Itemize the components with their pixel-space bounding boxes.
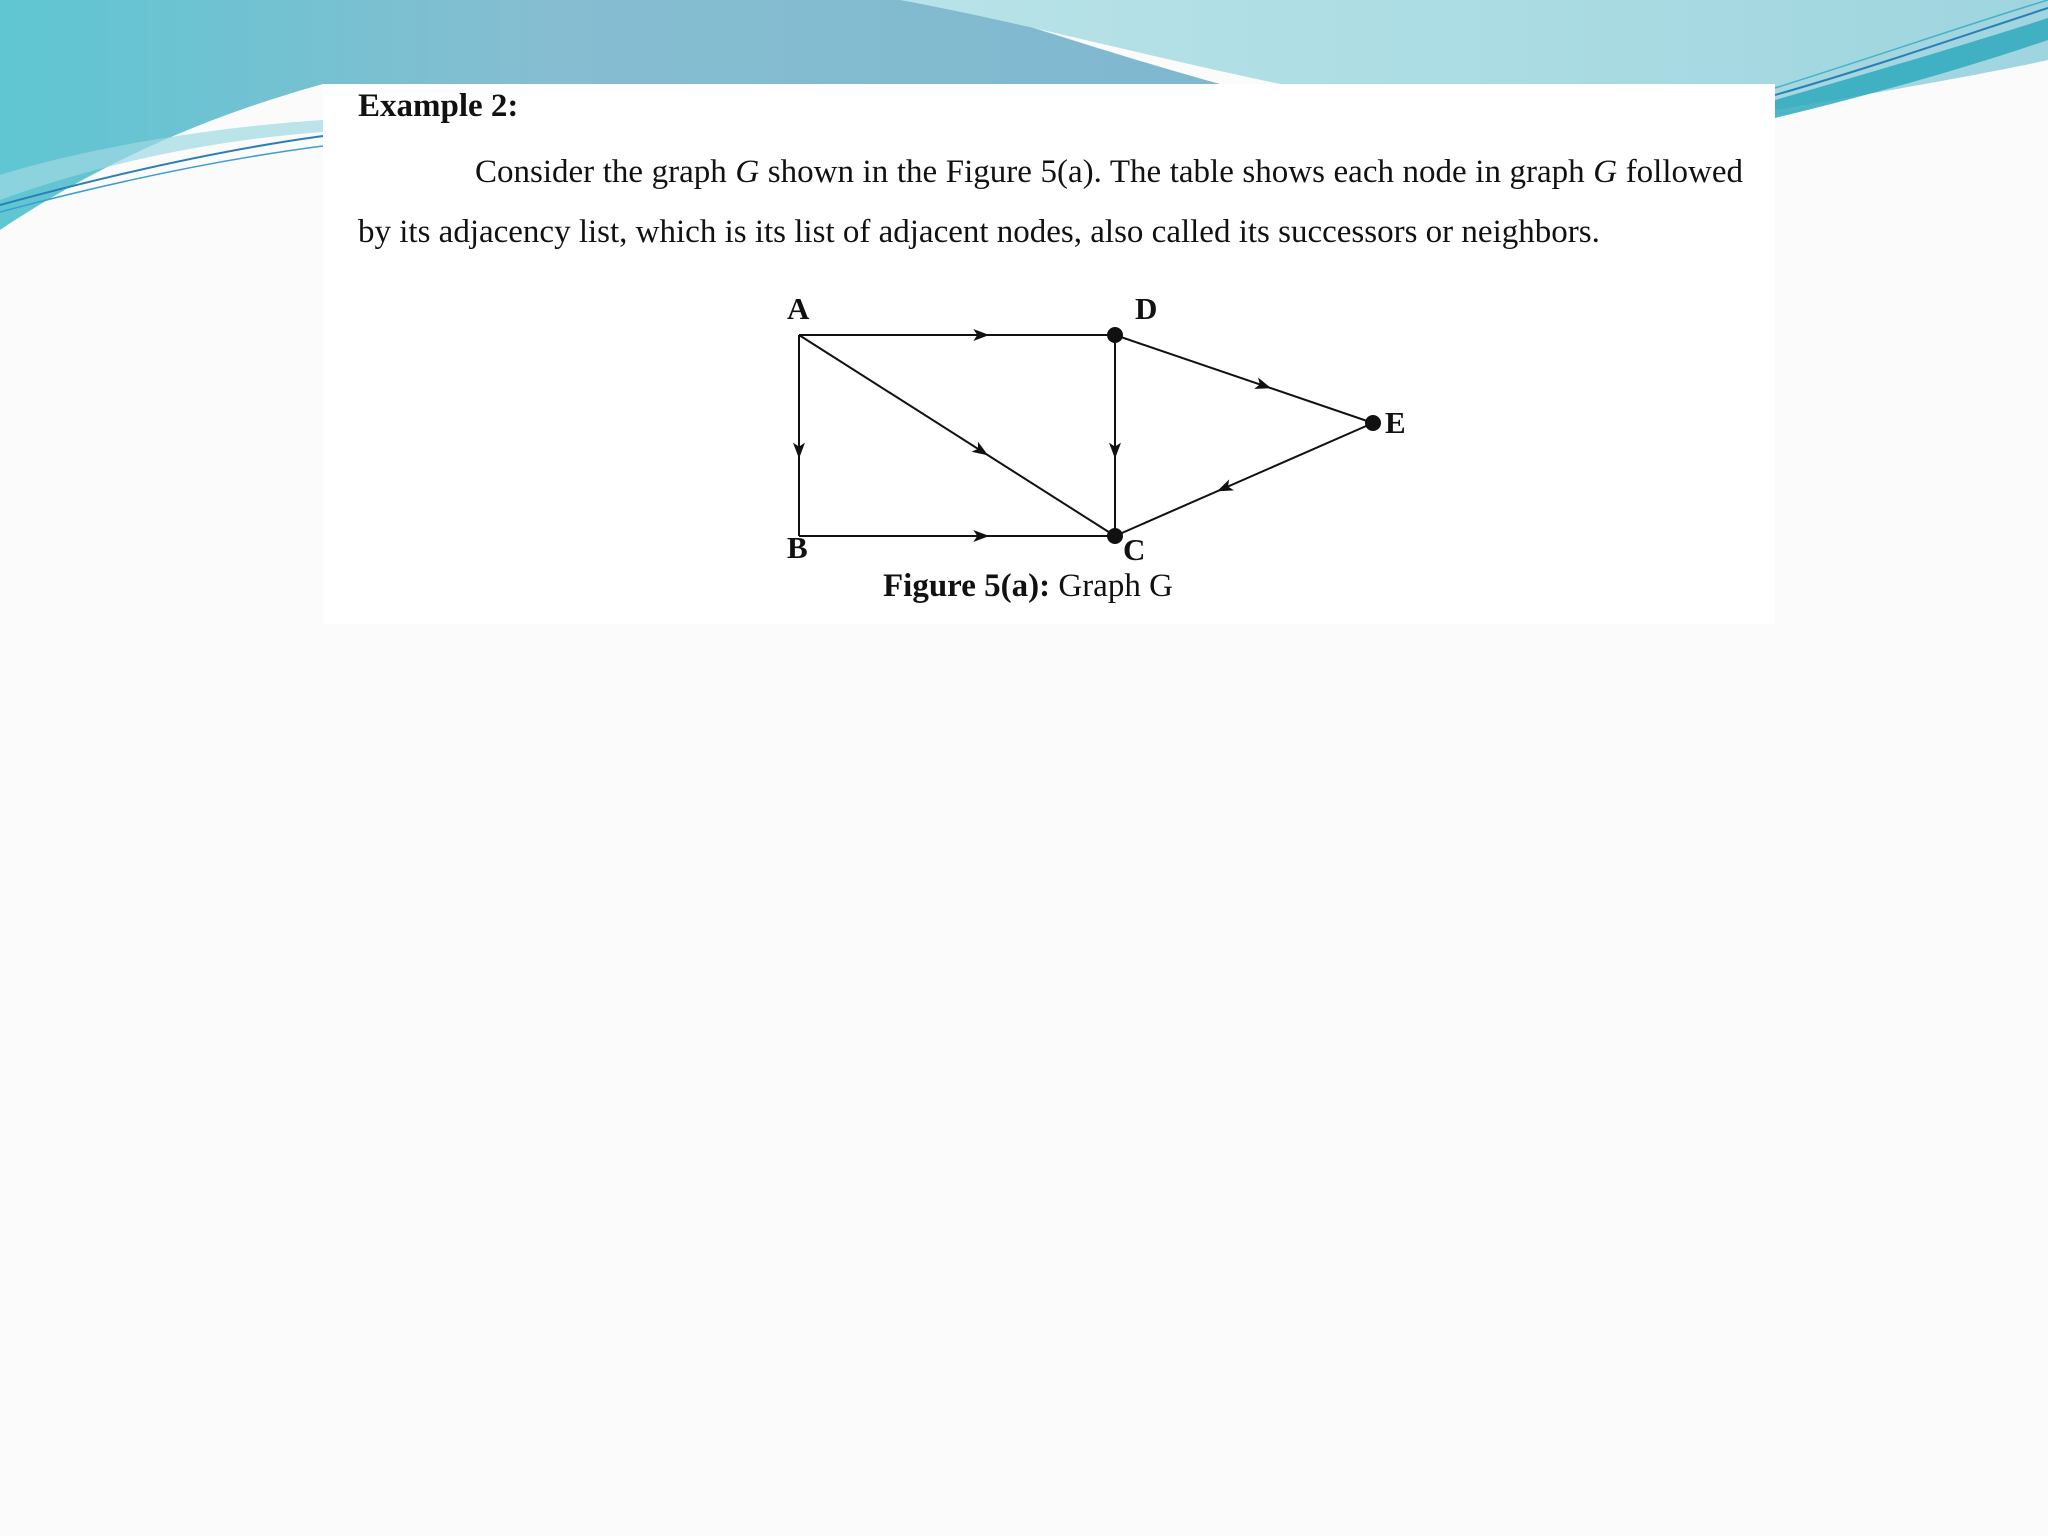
example-heading: Example 2: (358, 88, 519, 124)
node-e-dot (1365, 415, 1381, 431)
node-c-dot (1107, 528, 1123, 544)
paragraph-part-2: shown in the Figure 5(a). The table shows each node in graph (759, 154, 1594, 190)
node-label-e: E (1385, 405, 1406, 440)
node-label-d: D (1135, 291, 1158, 326)
arrowhead-d-e (1254, 377, 1273, 394)
arrowhead-e-c (1215, 479, 1234, 496)
node-label-b: B (787, 530, 808, 565)
graph-g-diagram (773, 264, 1573, 567)
paragraph-part-3: followed by its adjacency list, which is its list of adjacent nodes, also called its successors or neighbors. (358, 154, 1743, 250)
edge-e-c (1115, 423, 1373, 536)
arrowhead-a-c (971, 442, 991, 461)
figure-caption (883, 568, 1173, 605)
edge-d-e (1115, 335, 1373, 423)
paragraph-variable-g-1: G (735, 154, 760, 190)
paragraph-part-1: Consider the graph (475, 154, 736, 190)
figure-caption-text: Graph G (1050, 568, 1173, 604)
node-label-c: C (1123, 532, 1146, 567)
figure-caption-number: Figure 5(a): (883, 568, 1051, 604)
node-label-a: A (787, 291, 810, 326)
content-panel (323, 84, 1775, 624)
node-d-dot (1107, 327, 1123, 343)
edge-a-c (799, 335, 1115, 536)
paragraph-variable-g-2: G (1593, 154, 1618, 190)
example-paragraph (358, 142, 1743, 262)
